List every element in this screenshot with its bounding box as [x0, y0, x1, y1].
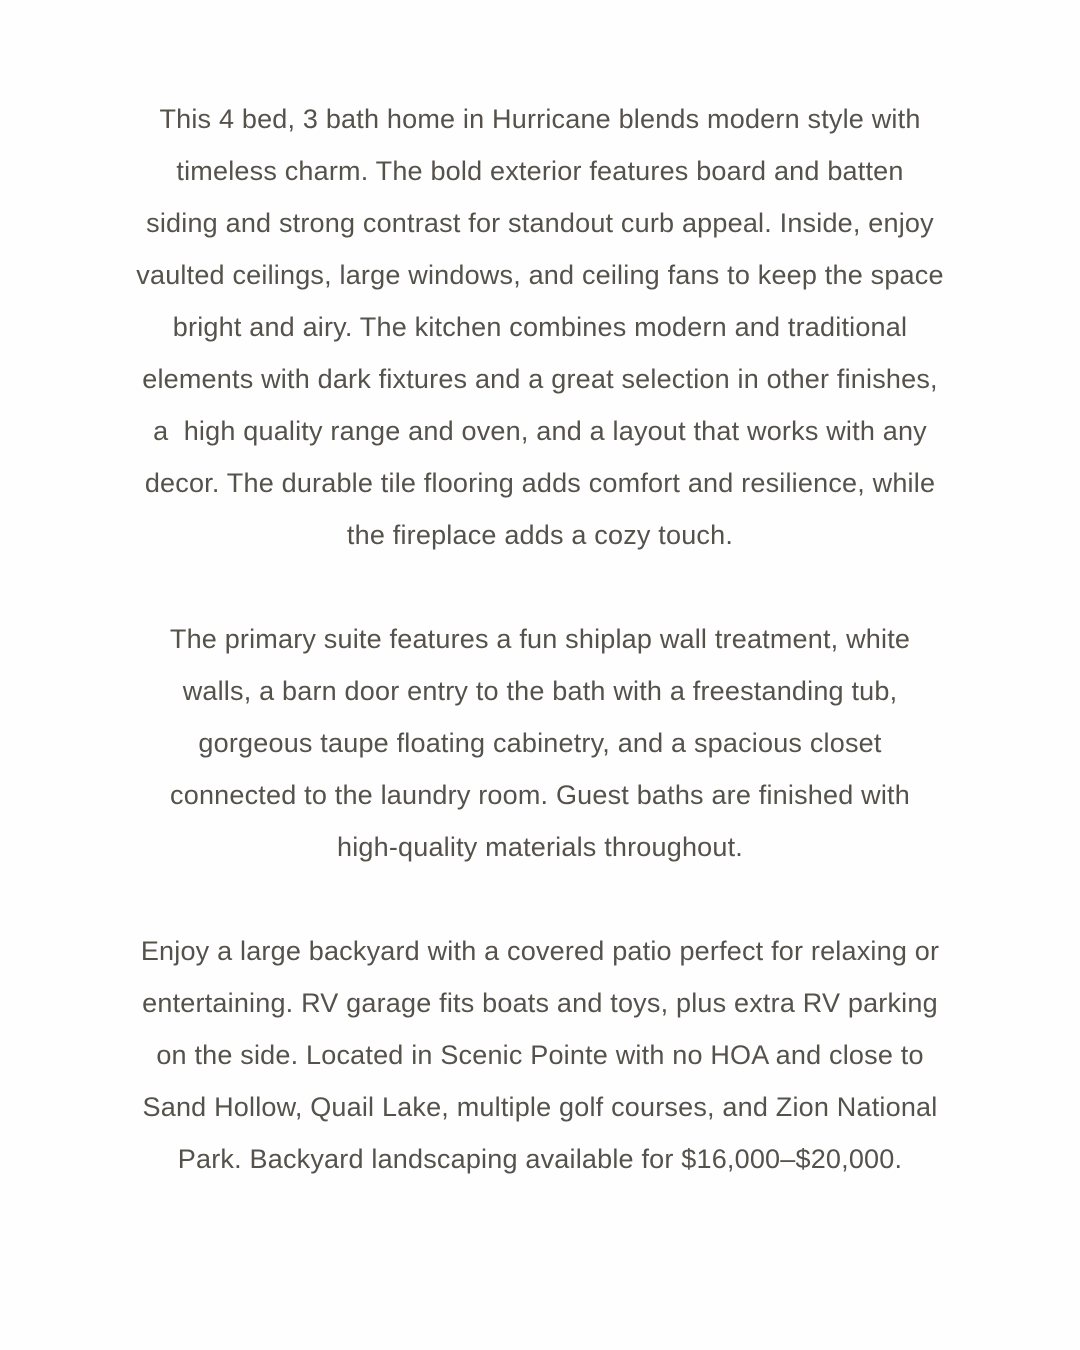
description-line: This 4 bed, 3 bath home in Hurricane blends modern style with	[159, 104, 921, 134]
description-line: vaulted ceilings, large windows, and ceiling fans to keep the space	[136, 260, 944, 290]
description-line: decor. The durable tile flooring adds comfort and resilience, while	[144, 468, 936, 498]
description-paragraph	[90, 925, 990, 1185]
description-line: timeless charm. The bold exterior features board and batten	[176, 156, 904, 186]
description-line: high-quality materials throughout.	[336, 832, 744, 862]
description-line: siding and strong contrast for standout curb appeal. Inside, enjoy	[146, 208, 934, 238]
description-paragraph	[90, 93, 990, 561]
description-line: a high quality range and oven, and a layout that works with any	[153, 416, 927, 446]
description-line: The primary suite features a fun shiplap wall treatment, white	[169, 624, 911, 654]
description-line: on the side. Located in Scenic Pointe with no HOA and close to	[156, 1040, 924, 1070]
description-line: Enjoy a large backyard with a covered patio perfect for relaxing or	[140, 936, 940, 966]
description-line: entertaining. RV garage fits boats and toys, plus extra RV parking	[142, 988, 938, 1018]
description-paragraph	[90, 613, 990, 873]
description-line: walls, a barn door entry to the bath with a freestanding tub,	[182, 676, 898, 706]
description-line: Sand Hollow, Quail Lake, multiple golf courses, and Zion National	[142, 1092, 938, 1122]
listing-description	[90, 93, 990, 1185]
description-line: Park. Backyard landscaping available for $16,000–$20,000.	[177, 1144, 903, 1174]
description-line: elements with dark fixtures and a great selection in other finishes,	[142, 364, 938, 394]
description-line: gorgeous taupe floating cabinetry, and a spacious closet	[198, 728, 882, 758]
description-line: connected to the laundry room. Guest baths are finished with	[170, 780, 910, 810]
description-line: bright and airy. The kitchen combines modern and traditional	[172, 312, 908, 342]
description-line: the fireplace adds a cozy touch.	[346, 520, 734, 550]
